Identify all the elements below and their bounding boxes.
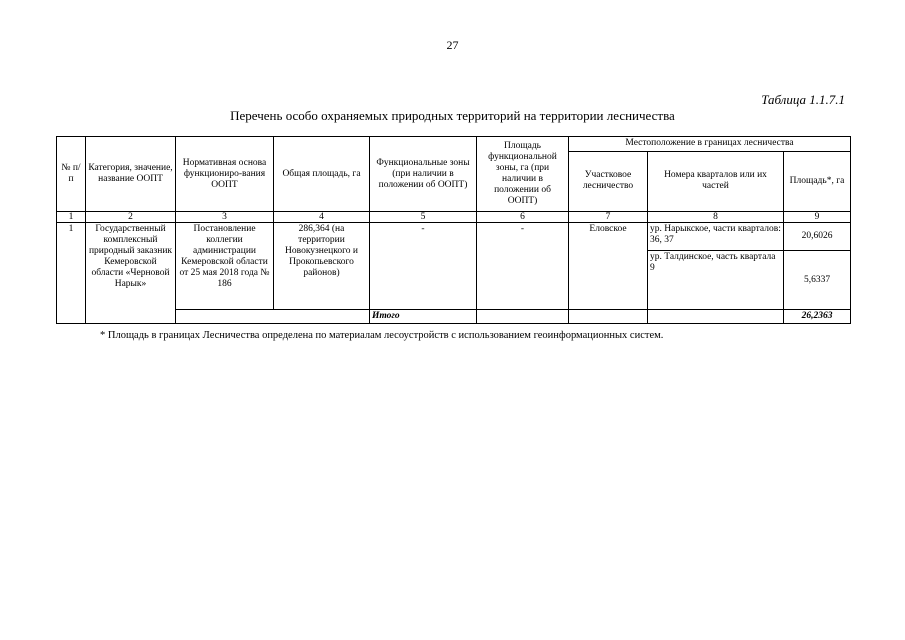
header-zone-area: Площадь функциональной зоны, га (при наличии в положении об ООПТ)	[477, 137, 569, 212]
row-district: Еловское	[569, 223, 648, 310]
row-basis: Постановление коллегии администрации Кемеровской области от 25 мая 2018 года № 186	[176, 223, 274, 310]
table-row	[57, 223, 851, 251]
total-label: Итого	[370, 310, 477, 324]
column-number: 9	[784, 212, 851, 223]
column-number: 5	[370, 212, 477, 223]
row-area: 5,6337	[784, 251, 851, 310]
column-number: 7	[569, 212, 648, 223]
header-zones: Функциональные зоны (при наличии в положении об ООПТ)	[370, 137, 477, 212]
table-caption: Таблица 1.1.7.1	[761, 92, 845, 107]
page-number: 27	[446, 38, 459, 52]
header-num: № п/п	[57, 137, 86, 212]
total-value: 26,2363	[784, 310, 851, 324]
footnote: * Площадь в границах Лесничества определена по материалам лесоустройств с использованием геоинформационных систем.	[100, 330, 664, 341]
row-total-area: 286,364 (на территории Новокузнецкого и Прокопьевского районов)	[274, 223, 370, 310]
column-number: 8	[648, 212, 784, 223]
header-category: Категория, значение, название ООПТ	[86, 137, 176, 212]
row-zone-area: -	[477, 223, 569, 310]
header-location-group: Местоположение в границах лесничества	[569, 137, 851, 152]
row-quarters: ур. Нарыкское, части кварталов: 36, 37	[648, 223, 784, 251]
row-zones: -	[370, 223, 477, 310]
header-district: Участковое лесничество	[569, 151, 648, 211]
header-quarters: Номера кварталов или их частей	[648, 151, 784, 211]
total-row	[57, 310, 851, 324]
header-row-1	[57, 137, 851, 152]
row-num: 1	[57, 223, 86, 324]
header-total-area: Общая площадь, га	[274, 137, 370, 212]
column-number: 2	[86, 212, 176, 223]
row-category: Государственный комплексный природный заказник Кемеровской области «Черновой Нарык»	[86, 223, 176, 324]
oopt-table	[56, 136, 851, 324]
column-number: 4	[274, 212, 370, 223]
table-title: Перечень особо охраняемых природных территорий на территории лесничества	[230, 108, 675, 123]
column-number-row	[57, 212, 851, 223]
column-number: 6	[477, 212, 569, 223]
row-quarters: ур. Талдинское, часть квартала 9	[648, 251, 784, 310]
column-number: 1	[57, 212, 86, 223]
row-area: 20,6026	[784, 223, 851, 251]
column-number: 3	[176, 212, 274, 223]
header-basis: Нормативная основа функциониро-вания ООПТ	[176, 137, 274, 212]
header-area: Площадь*, га	[784, 151, 851, 211]
